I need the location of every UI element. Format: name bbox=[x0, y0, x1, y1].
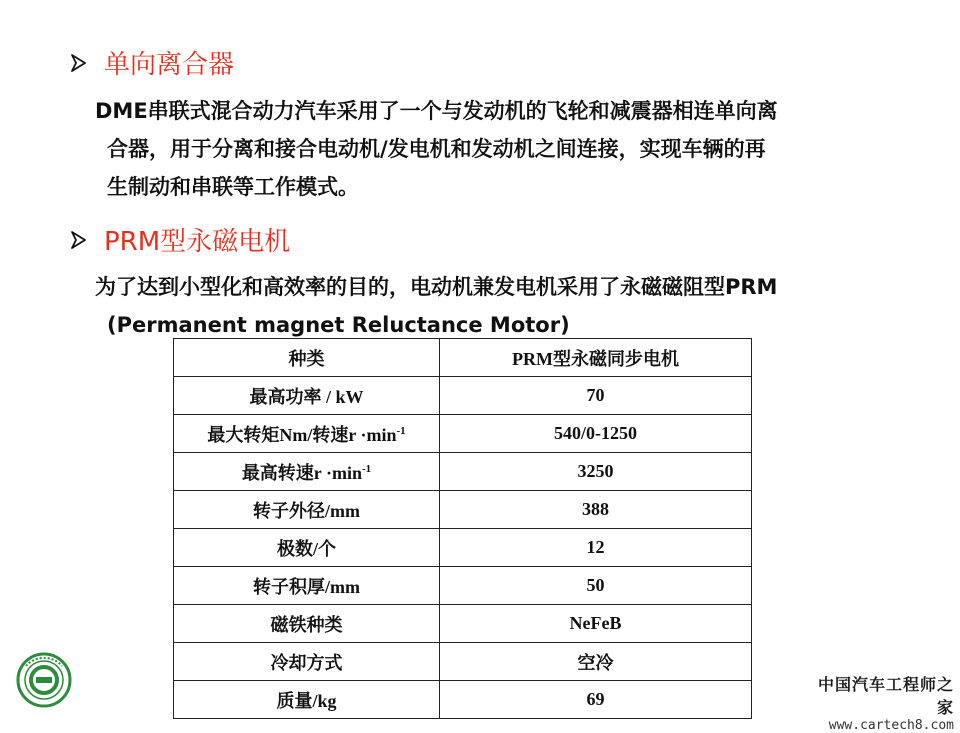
watermark-title: 中国汽车工程师之家 bbox=[817, 675, 954, 717]
spec-value: 70 bbox=[440, 377, 752, 415]
table-row bbox=[174, 681, 752, 719]
arrow-bullet-icon bbox=[68, 52, 90, 74]
spec-value: NeFeB bbox=[440, 605, 752, 643]
header-cell: 种类 bbox=[174, 339, 440, 377]
motor-spec-table bbox=[173, 338, 752, 719]
paragraph-line: 合器，用于分离和接合电动机/发电机和发动机之间连接，实现车辆的再 bbox=[107, 137, 766, 161]
spec-value: 空冷 bbox=[440, 643, 752, 681]
arrow-bullet-icon bbox=[68, 229, 90, 251]
spec-label: 转子积厚/mm bbox=[174, 567, 440, 605]
spec-value: 540/0-1250 bbox=[440, 415, 752, 453]
spec-label: 转子外径/mm bbox=[174, 491, 440, 529]
paragraph-prm-motor bbox=[95, 268, 915, 344]
spec-label: 冷却方式 bbox=[174, 643, 440, 681]
table-row bbox=[174, 491, 752, 529]
paragraph-one-way-clutch bbox=[95, 92, 915, 206]
spec-label: 最高转速r ·min bbox=[241, 462, 362, 483]
society-logo-icon bbox=[16, 652, 72, 708]
paragraph-line: 生制动和串联等工作模式。 bbox=[107, 175, 359, 199]
table-row bbox=[174, 453, 752, 491]
paragraph-line: 为了达到小型化和高效率的目的，电动机兼发电机采用了永磁磁阻型PRM bbox=[95, 275, 778, 299]
spec-label-cell bbox=[174, 453, 440, 491]
spec-label: 最大转矩Nm/转速r ·min bbox=[207, 424, 397, 445]
spec-value: 50 bbox=[440, 567, 752, 605]
header-cell: PRM型永磁同步电机 bbox=[440, 339, 752, 377]
spec-value: 69 bbox=[440, 681, 752, 719]
spec-label: 极数/个 bbox=[174, 529, 440, 567]
watermark-url: www.cartech8.com bbox=[828, 718, 954, 733]
spec-value: 12 bbox=[440, 529, 752, 567]
table-row bbox=[174, 643, 752, 681]
spec-value: 3250 bbox=[440, 453, 752, 491]
section-heading-one-way-clutch bbox=[68, 44, 234, 81]
spec-label: 磁铁种类 bbox=[174, 605, 440, 643]
table-row bbox=[174, 605, 752, 643]
table-row bbox=[174, 529, 752, 567]
section-heading-prm-motor bbox=[68, 221, 290, 258]
superscript: -1 bbox=[396, 424, 406, 437]
site-watermark bbox=[812, 672, 954, 733]
spec-label-cell bbox=[174, 415, 440, 453]
paragraph-line: (Permanent magnet Reluctance Motor) bbox=[107, 313, 570, 337]
table-row bbox=[174, 377, 752, 415]
table-row bbox=[174, 567, 752, 605]
spec-value: 388 bbox=[440, 491, 752, 529]
paragraph-line: DME串联式混合动力汽车采用了一个与发动机的飞轮和减震器相连单向离 bbox=[95, 99, 778, 123]
superscript: -1 bbox=[362, 462, 372, 475]
table-row bbox=[174, 415, 752, 453]
section-title: 单向离合器 bbox=[104, 50, 235, 80]
spec-label: 质量/kg bbox=[174, 681, 440, 719]
spec-label: 最高功率 / kW bbox=[174, 377, 440, 415]
table-header-row bbox=[174, 339, 752, 377]
section-title: PRM型永磁电机 bbox=[104, 227, 291, 257]
